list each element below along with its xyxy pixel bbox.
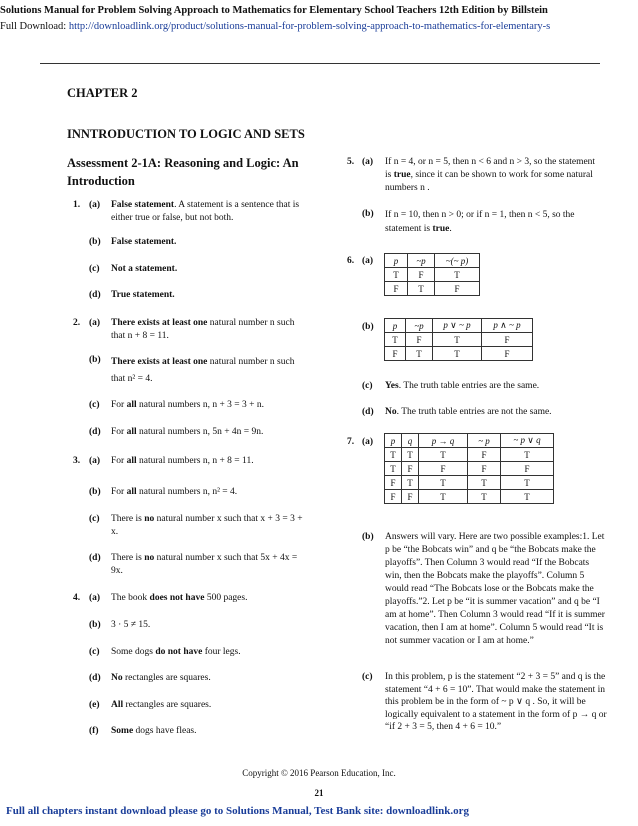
table-header-cell: p bbox=[385, 319, 406, 333]
question-number: 1. bbox=[73, 200, 81, 210]
answer-4b: 3 · 5 ≠ 15. bbox=[111, 620, 151, 630]
part-label: (a) bbox=[362, 256, 374, 266]
answer-1a: False statement. A statement is a sentence that is either true or false, but not both. bbox=[111, 200, 300, 223]
part-label: (d) bbox=[89, 427, 101, 437]
part-label: (c) bbox=[362, 381, 373, 391]
truth-table-6b bbox=[384, 318, 533, 361]
answer-2a: There exists at least one natural number n such that n + 8 = 11. bbox=[111, 318, 295, 341]
table-cell: T bbox=[385, 333, 406, 347]
part-label: (b) bbox=[89, 355, 101, 365]
part-label: (d) bbox=[89, 553, 101, 563]
table-cell: T bbox=[433, 347, 482, 361]
table-cell: T bbox=[385, 462, 402, 476]
table-header-cell: p bbox=[385, 434, 402, 448]
download-footer-link[interactable]: Full all chapters instant download please go to Solutions Manual, Test Bank site: downloadlink.org bbox=[6, 805, 470, 817]
assessment-title: Assessment 2-1A: Reasoning and Logic: An Introduction bbox=[67, 156, 299, 188]
answer-4a: The book does not have 500 pages. bbox=[111, 593, 248, 603]
table-cell: F bbox=[385, 347, 406, 361]
answer-5a: If n = 4, or n = 5, then n < 6 and n > 3, so the statement is true, since it can be shown to work for some natural numbers n . bbox=[385, 157, 596, 193]
question-number: 4. bbox=[73, 593, 81, 603]
table-cell: T bbox=[406, 347, 433, 361]
table-header-cell: q bbox=[402, 434, 419, 448]
table-cell: F bbox=[468, 448, 501, 462]
table-cell: T bbox=[385, 268, 408, 282]
part-label: (d) bbox=[89, 673, 101, 683]
chapter-heading: CHAPTER 2 bbox=[67, 86, 138, 100]
answer-2d: For all natural numbers n, 5n + 4n = 9n. bbox=[111, 427, 264, 437]
question-number: 3. bbox=[73, 456, 81, 466]
part-label: (b) bbox=[89, 237, 101, 247]
table-header-cell: ~(~ p) bbox=[435, 254, 480, 268]
table-row bbox=[385, 462, 554, 476]
table-row bbox=[385, 448, 554, 462]
answer-3c: There is no natural number x such that x + 3 = 3 + x. bbox=[111, 514, 303, 537]
answer-3b: For all natural numbers n, n² = 4. bbox=[111, 487, 238, 497]
table-cell: T bbox=[501, 490, 554, 504]
question-number: 7. bbox=[347, 437, 355, 447]
table-cell: T bbox=[402, 448, 419, 462]
table-header-cell: p ∨ ~ p bbox=[433, 319, 482, 333]
table-header-cell: ~p bbox=[406, 319, 433, 333]
answer-7b: Answers will vary. Here are two possible examples:1. Let p be “the Bobcats win” and q be “the Bobcats make the playoffs”. Then Column 3 would read “If the Bobcats win, then the Bobcats make the playoffs”. Column 5 would read “The Bobcats lose or the Bobcats make the playoffs.”2. Let p be “it is summer vacation” and q be “I am at home”. Then Column 3 would read “If it is summer vacation, then I am at home”. Column 5 would read “It is not summer vacation or I am at home.” bbox=[385, 532, 605, 646]
table-cell: F bbox=[419, 462, 468, 476]
part-label: (c) bbox=[89, 647, 100, 657]
table-cell: T bbox=[468, 490, 501, 504]
table-header-cell: ~p bbox=[408, 254, 435, 268]
document-banner-title: Solutions Manual for Problem Solving Approach to Mathematics for Elementary School Teachers 12th Edition by Billstein bbox=[0, 5, 548, 16]
section-title: INNTRODUCTION TO LOGIC AND SETS bbox=[67, 127, 305, 141]
part-label: (a) bbox=[89, 200, 101, 210]
part-label: (c) bbox=[89, 514, 100, 524]
table-row bbox=[385, 333, 533, 347]
part-label: (b) bbox=[362, 322, 374, 332]
table-cell: T bbox=[419, 476, 468, 490]
table-row bbox=[385, 282, 480, 296]
download-banner bbox=[0, 21, 638, 32]
table-row bbox=[385, 268, 480, 282]
part-label: (f) bbox=[89, 726, 99, 736]
part-label: (b) bbox=[362, 532, 374, 542]
part-label: (d) bbox=[362, 407, 374, 417]
table-cell: F bbox=[435, 282, 480, 296]
table-header-row bbox=[385, 319, 533, 333]
table-cell: T bbox=[408, 282, 435, 296]
table-cell: F bbox=[402, 490, 419, 504]
table-cell: F bbox=[501, 462, 554, 476]
part-label: (b) bbox=[89, 487, 101, 497]
download-label: Full Download: bbox=[0, 21, 67, 32]
part-label: (c) bbox=[89, 400, 100, 410]
table-cell: F bbox=[408, 268, 435, 282]
table-row bbox=[385, 347, 533, 361]
answer-5b: If n = 10, then n > 0; or if n = 1, then n < 5, so the statement is true. bbox=[385, 210, 575, 234]
table-cell: F bbox=[482, 333, 533, 347]
table-cell: F bbox=[385, 490, 402, 504]
table-cell: T bbox=[501, 476, 554, 490]
part-label: (c) bbox=[89, 264, 100, 274]
answer-3d: There is no natural number x such that 5x + 4x = 9x. bbox=[111, 553, 298, 576]
table-cell: T bbox=[385, 448, 402, 462]
truth-table-6a bbox=[384, 253, 480, 296]
table-header-cell: p → q bbox=[419, 434, 468, 448]
table-cell: T bbox=[433, 333, 482, 347]
table-cell: T bbox=[402, 476, 419, 490]
page-number: 21 bbox=[314, 788, 324, 798]
table-row bbox=[385, 476, 554, 490]
table-cell: F bbox=[468, 462, 501, 476]
table-cell: T bbox=[419, 490, 468, 504]
answer-2b: There exists at least one natural number n such that n² = 4. bbox=[111, 357, 295, 384]
part-label: (e) bbox=[89, 700, 100, 710]
copyright-notice: Copyright © 2016 Pearson Education, Inc. bbox=[242, 768, 396, 778]
part-label: (b) bbox=[362, 209, 374, 219]
question-number: 2. bbox=[73, 318, 81, 328]
answer-1c: Not a statement. bbox=[111, 264, 178, 274]
question-number: 5. bbox=[347, 157, 355, 167]
table-header-cell: p ∧ ~ p bbox=[482, 319, 533, 333]
answer-1d: True statement. bbox=[111, 290, 175, 300]
table-cell: F bbox=[406, 333, 433, 347]
table-header-cell: ~ p ∨ q bbox=[501, 434, 554, 448]
part-label: (a) bbox=[362, 157, 374, 167]
answer-1b: False statement. bbox=[111, 237, 177, 247]
part-label: (a) bbox=[362, 437, 374, 447]
table-cell: F bbox=[402, 462, 419, 476]
answer-6d: No. The truth table entries are not the same. bbox=[385, 407, 552, 417]
answer-4d: No rectangles are squares. bbox=[111, 673, 211, 683]
table-cell: F bbox=[385, 476, 402, 490]
table-cell: T bbox=[468, 476, 501, 490]
table-cell: T bbox=[419, 448, 468, 462]
part-label: (a) bbox=[89, 593, 101, 603]
table-cell: T bbox=[501, 448, 554, 462]
answer-2c: For all natural numbers n, n + 3 = 3 + n. bbox=[111, 400, 265, 410]
table-cell: F bbox=[482, 347, 533, 361]
table-cell: F bbox=[385, 282, 408, 296]
part-label: (b) bbox=[89, 620, 101, 630]
table-cell: T bbox=[435, 268, 480, 282]
answer-4c: Some dogs do not have four legs. bbox=[111, 647, 241, 657]
table-row bbox=[385, 490, 554, 504]
table-header-row bbox=[385, 434, 554, 448]
part-label: (d) bbox=[89, 290, 101, 300]
answer-3a: For all natural numbers n, n + 8 = 11. bbox=[111, 456, 254, 466]
answer-6c: Yes. The truth table entries are the same. bbox=[385, 381, 540, 391]
table-header-cell: p bbox=[385, 254, 408, 268]
top-divider bbox=[40, 63, 600, 64]
part-label: (a) bbox=[89, 456, 101, 466]
part-label: (a) bbox=[89, 318, 101, 328]
part-label: (c) bbox=[362, 672, 373, 682]
answer-4f: Some dogs have fleas. bbox=[111, 726, 197, 736]
answer-4e: All rectangles are squares. bbox=[111, 700, 212, 710]
question-number: 6. bbox=[347, 256, 355, 266]
download-link[interactable]: http://downloadlink.org/product/solutions-manual-for-problem-solving-approach-to-mathematics-for-elementary-s bbox=[68, 21, 551, 32]
answer-7c: In this problem, p is the statement “2 + 3 = 5” and q is the statement “4 + 6 = 10”. That would make the statement in this problem be in the form of ~ p ∨ q . So, it will be logically equivalent to a statement in the form of p → q or “if 2 + 3 = 5, then 4 + 6 = 10.” bbox=[385, 672, 607, 732]
truth-table-7a bbox=[384, 433, 554, 504]
table-header-row bbox=[385, 254, 480, 268]
table-header-cell: ~ p bbox=[468, 434, 501, 448]
